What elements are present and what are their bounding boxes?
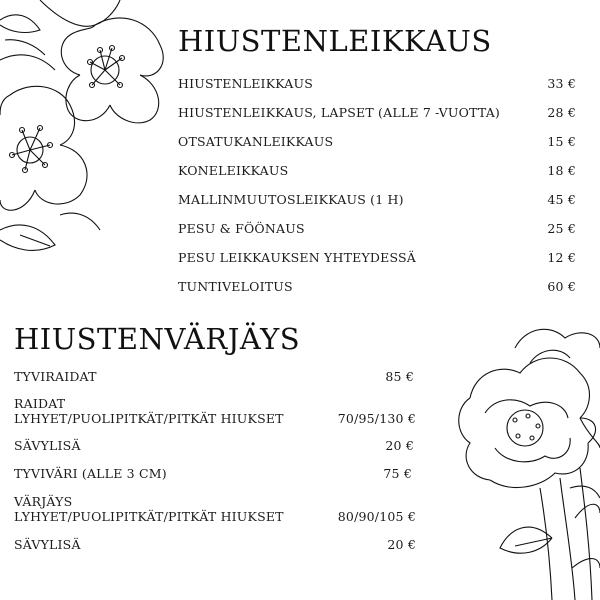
service-name: TYVIRAIDAT xyxy=(14,369,97,384)
service-price: 25 € xyxy=(547,221,576,236)
service-price: 80/90/105 € xyxy=(337,509,416,524)
price-row xyxy=(14,369,414,387)
service-price: 85 € xyxy=(385,369,414,384)
price-row xyxy=(14,494,416,528)
service-name: PESU LEIKKAUKSEN YHTEYDESSÄ xyxy=(178,250,416,265)
service-name: SÄVYLISÄ xyxy=(14,537,81,552)
service-price: 60 € xyxy=(547,279,576,294)
service-detail: LYHYET/PUOLIPITKÄT/PITKÄT HIUKSET xyxy=(14,411,284,426)
section-title-haircut: HIUSTENLEIKKAUS xyxy=(178,24,492,58)
price-row xyxy=(14,466,412,484)
price-row xyxy=(14,396,416,430)
flower-illustration-top-left xyxy=(0,0,175,275)
price-row xyxy=(178,279,576,297)
service-name: HIUSTENLEIKKAUS xyxy=(178,76,313,91)
price-row xyxy=(178,105,576,123)
price-row xyxy=(178,163,576,181)
price-row xyxy=(178,250,576,268)
section-title-hair-coloring: HIUSTENVÄRJÄYS xyxy=(14,322,301,356)
service-price: 18 € xyxy=(547,163,576,178)
service-price: 20 € xyxy=(385,438,414,453)
service-name: TYVIVÄRI (ALLE 3 CM) xyxy=(14,466,167,481)
service-price: 12 € xyxy=(547,250,576,265)
price-row xyxy=(178,134,576,152)
service-price: 45 € xyxy=(547,192,576,207)
service-name: TUNTIVELOITUS xyxy=(178,279,293,294)
service-name: VÄRJÄYS xyxy=(14,494,73,509)
price-row xyxy=(178,221,576,239)
service-name: PESU & FÖÖNAUS xyxy=(178,221,305,236)
price-row xyxy=(178,76,576,94)
price-row xyxy=(14,537,416,555)
service-detail: LYHYET/PUOLIPITKÄT/PITKÄT HIUKSET xyxy=(14,509,284,524)
price-row xyxy=(178,192,576,210)
service-name: MALLINMUUTOSLEIKKAUS (1 H) xyxy=(178,192,404,207)
service-name: SÄVYLISÄ xyxy=(14,438,81,453)
service-name: HIUSTENLEIKKAUS, LAPSET (ALLE 7 -VUOTTA) xyxy=(178,105,501,120)
price-row xyxy=(14,438,414,456)
flower-illustration-bottom-right xyxy=(440,318,600,600)
service-price: 70/95/130 € xyxy=(337,411,416,426)
service-price: 33 € xyxy=(547,76,576,91)
service-name: RAIDAT xyxy=(14,396,66,411)
service-name: KONELEIKKAUS xyxy=(178,163,289,178)
service-name: OTSATUKANLEIKKAUS xyxy=(178,134,334,149)
service-price: 15 € xyxy=(547,134,576,149)
service-price: 28 € xyxy=(547,105,576,120)
service-price: 75 € xyxy=(383,466,412,481)
service-price: 20 € xyxy=(387,537,416,552)
